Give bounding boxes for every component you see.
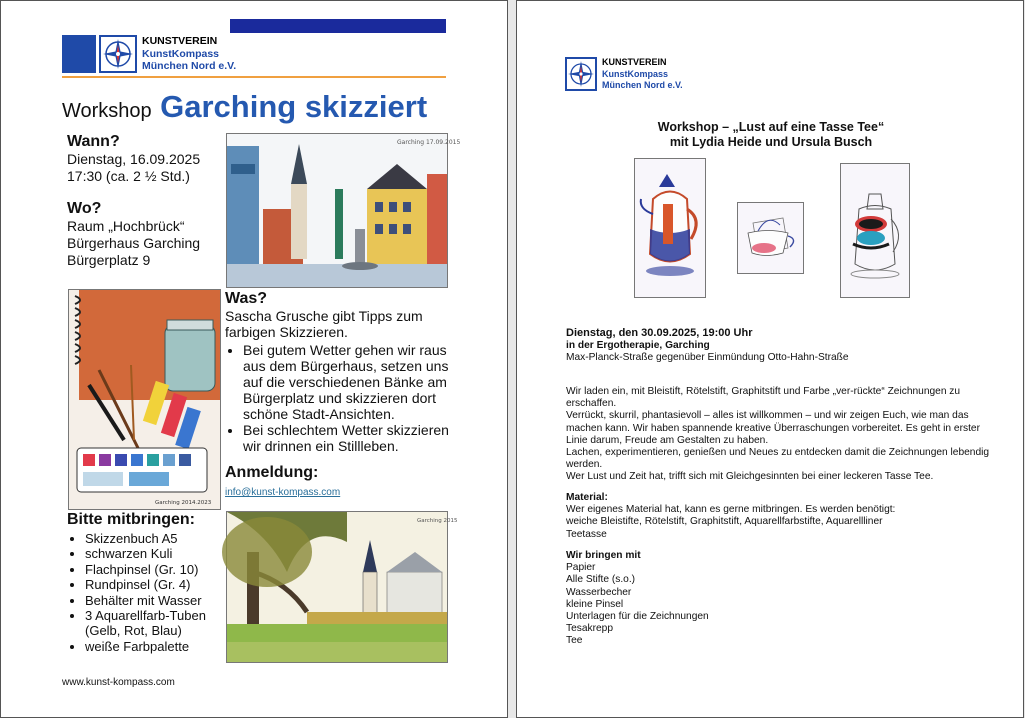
material-line-2: weiche Bleistifte, Rötelstift, Graphitstift, Aquarellfarbstifte, Aquarellliner <box>566 516 883 528</box>
where-room: Raum „Hochbrück“ <box>67 218 185 234</box>
what-item-bad-weather: • Bei schlechtem Wetter skizzieren wir drinnen ein Stillleben. <box>243 422 451 454</box>
what-section <box>225 290 451 454</box>
image-teapot-drawing <box>634 158 706 298</box>
logo-line-2: KunstKompass <box>602 68 669 79</box>
image-teacup-stack-drawing <box>840 163 910 298</box>
where-building: Bürgerhaus Garching <box>67 235 201 251</box>
flyer-page-garching <box>0 0 508 718</box>
compass-icon <box>99 35 137 73</box>
body-paragraph-3: Lachen, experimentieren, genießen und Neues zu entdecken damit die Zeichnungen lebendig werden. <box>566 447 990 471</box>
we-bring-item: Tesakrepp <box>566 623 614 635</box>
signup-section <box>225 464 451 500</box>
bring-item: • Rundpinsel (Gr. 4) <box>85 577 223 592</box>
logo-line-2: KunstKompass <box>142 47 220 60</box>
title-line-2: mit Lydia Heide und Ursula Busch <box>669 135 873 149</box>
when-where-section <box>67 132 227 269</box>
bring-item: • schwarzen Kuli <box>85 546 223 561</box>
signup-email-link[interactable]: info@kunst-kompass.com <box>225 487 341 498</box>
signup-heading: Anmeldung: <box>225 464 319 481</box>
image-paint-supplies <box>68 289 221 510</box>
logo-block-left <box>62 35 96 73</box>
we-bring-heading: Wir bringen mit <box>566 550 641 561</box>
image-town-square <box>226 133 461 288</box>
bring-item: • weiße Farbpalette <box>85 639 223 654</box>
bring-item: • Flachpinsel (Gr. 10) <box>85 562 223 577</box>
bring-heading: Bitte mitbringen: <box>67 511 195 528</box>
image-1-signature: Garching 17.09.2015 <box>397 139 461 146</box>
event-address: Max-Planck-Straße gegenüber Einmündung Otto-Hahn-Straße <box>566 352 849 364</box>
body-paragraph-1: Wir laden ein, mit Bleistift, Rötelstift, Graphitstift und Farbe „ver-rückte“ Zeichnungen zu erschaffen. <box>566 386 961 410</box>
bring-item: • Skizzenbuch A5 <box>85 531 223 546</box>
logo-line-1: KUNSTVEREIN <box>142 35 218 47</box>
material-line-1: Wer eigenes Material hat, kann es gerne mitbringen. Es werden benötigt: <box>566 504 896 516</box>
logo-line-1: KUNSTVEREIN <box>602 57 667 67</box>
we-bring-item: Alle Stifte (s.o.) <box>566 574 636 586</box>
we-bring-item: Unterlagen für die Zeichnungen <box>566 611 709 623</box>
image-3-signature: Garching 2015 <box>417 518 458 524</box>
bring-item: • Behälter mit Wasser <box>85 593 223 608</box>
what-item-good-weather: • Bei gutem Wetter gehen wir raus aus dem Bürgerhaus, setzen uns auf die verschiedenen Bänke am Bürgerplatz und skizzieren dort schöne Stadt-Ansichten. <box>243 342 451 422</box>
we-bring-item: Papier <box>566 562 596 574</box>
we-bring-section <box>566 550 996 648</box>
image-tree-church <box>226 511 458 663</box>
bring-item: • 3 Aquarellfarb-Tuben (Gelb, Rot, Blau) <box>85 608 223 639</box>
page-title <box>62 89 427 125</box>
what-intro: Sascha Grusche gibt Tipps zum farbigen Skizzieren. <box>225 308 423 340</box>
image-2-signature: Garching 2014.2023 <box>155 500 212 506</box>
we-bring-item: Tee <box>566 635 583 647</box>
material-line-3: Teetasse <box>566 528 607 540</box>
when-heading: Wann? <box>67 133 120 150</box>
logo-text <box>602 57 683 92</box>
image-cup-drawing <box>737 202 804 274</box>
event-venue: in der Ergotherapie, Garching <box>566 340 710 351</box>
page-title <box>517 120 1025 150</box>
title-small: Workshop <box>62 100 152 122</box>
when-time: 17:30 (ca. 2 ½ Std.) <box>67 168 190 184</box>
title-line-1: Workshop – „Lust auf eine Tasse Tee“ <box>657 120 885 134</box>
flyer-page-tea <box>516 0 1024 718</box>
logo-line-3: München Nord e.V. <box>602 80 683 90</box>
we-bring-item: kleine Pinsel <box>566 598 624 610</box>
body-paragraph-2: Verrückt, skurril, phantasievoll – alles ist willkommen – und wir zeigen Euch, wie man das machen kann. Wir haben spannende kreative Überraschungen vorbereitet. Es geht in erster Linie darum, Freude am Gestalten zu haben. <box>566 410 980 446</box>
event-date: Dienstag, den 30.09.2025, 19:00 Uhr <box>566 327 753 339</box>
material-section <box>566 492 996 541</box>
where-address: Bürgerplatz 9 <box>67 252 151 268</box>
when-date: Dienstag, 16.09.2025 <box>67 151 201 167</box>
event-details <box>566 327 996 364</box>
footer-url: www.kunst-kompass.com <box>62 677 175 688</box>
header-bar <box>230 19 446 33</box>
title-big: Garching skizziert <box>160 89 428 124</box>
logo-line-3: München Nord e.V. <box>142 60 237 72</box>
where-heading: Wo? <box>67 200 102 217</box>
orange-divider <box>62 76 446 78</box>
bring-section <box>67 511 223 654</box>
logo-text <box>142 35 236 73</box>
material-heading: Material: <box>566 492 608 503</box>
compass-icon <box>565 57 597 91</box>
we-bring-item: Wasserbecher <box>566 586 632 598</box>
what-heading: Was? <box>225 290 268 307</box>
event-body <box>566 386 996 484</box>
body-paragraph-4: Wer Lust und Zeit hat, trifft sich mit Gleichgesinnten bei einer leckeren Tasse Tee. <box>566 471 934 483</box>
